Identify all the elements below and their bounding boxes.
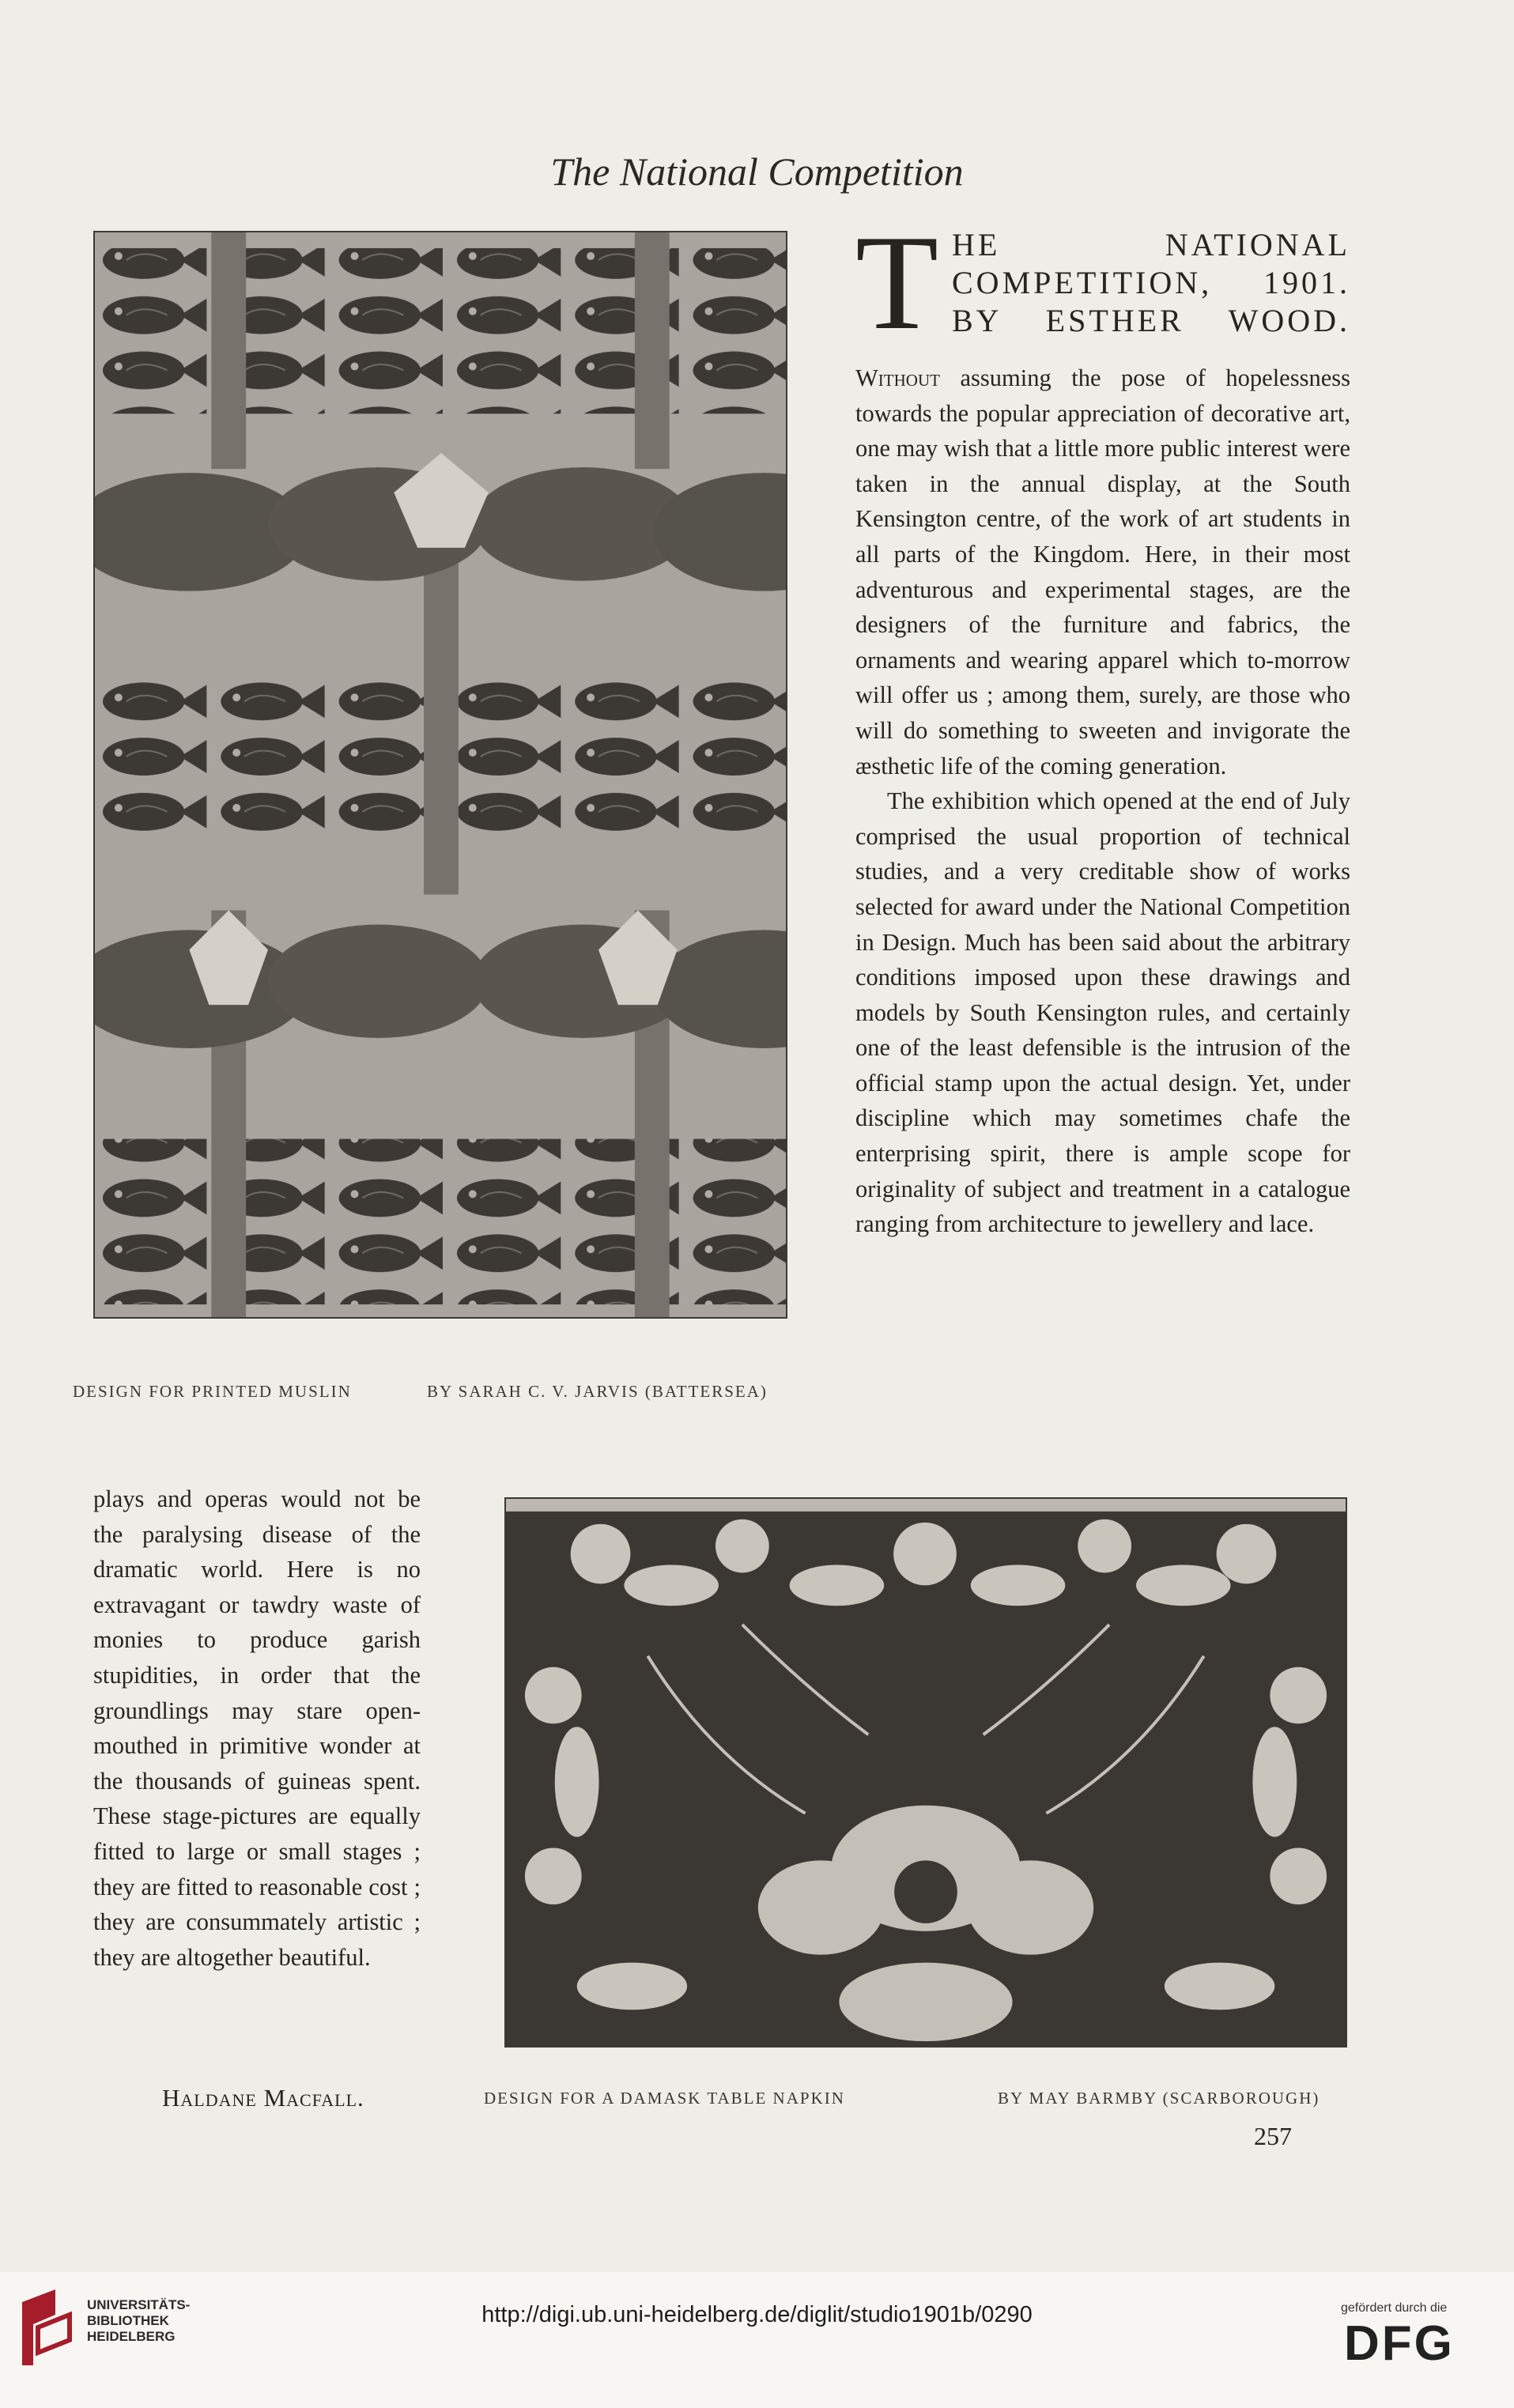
napkin-design-image [504,1497,1347,2048]
drop-cap: T [855,208,939,358]
article-body [855,360,1350,1242]
muslin-caption-left: DESIGN FOR PRINTED MUSLIN [73,1382,352,1401]
funded-by-text: gefördert durch die [1341,2301,1448,2315]
article-title [855,208,1350,358]
muslin-design-image [93,231,787,1319]
footer-bar [0,2272,1514,2408]
article-title-text: HE NATIONAL COMPETITION, 1901. BY ESTHER WOOD. [952,227,1350,338]
page-number: 257 [1254,2122,1292,2150]
opening-word: Without [855,364,940,391]
dfg-logo: DFG [1344,2316,1455,2371]
napkin-caption-left: DESIGN FOR A DAMASK TABLE NAPKIN [484,2089,845,2108]
source-url[interactable]: http://digi.ub.uni-heidelberg.de/diglit/studio1901b/0290 [481,2302,1033,2327]
muslin-caption-right: BY SARAH C. V. JARVIS (BATTERSEA) [427,1382,768,1401]
napkin-caption-right: BY MAY BARMBY (SCARBOROUGH) [998,2089,1320,2108]
article-paragraph-1 [855,360,1350,783]
running-head: The National Competition [550,149,964,194]
article-paragraph-2: The exhibition which opened at the end of July comprised the usual proportion of technical studies, and a very creditable show of works selected for award under the National Competition in Design. Much has been said about the arbitrary conditions imposed upon these drawings and models by South Kensington rules, and certainly one of the least defensible is the intrusion of the official stamp upon the actual design. Yet, under discipline which may sometimes chafe the enterprising spirit, there is ample scope for originality of subject and treatment in a catalogue ranging from architecture to jewellery and lace. [855,787,1350,1238]
library-name: UNIVERSITÄTS- BIBLIOTHEK HEIDELBERG [87,2297,191,2344]
paragraph-1-text: assuming the pose of hopelessness towards the popular appreciation of decorative art, one may wish that a little more public interest were taken in the annual display, at the South Kensington centre, of the work of art students in all parts of the Kingdom. Here, in their most adventurous and experimental stages, are the designers of the furniture and fabrics, the ornaments and wearing apparel which to-morrow will offer us ; among them, surely, are those who will do something to sweeten and invigorate the æsthetic life of the coming generation. [855,364,1350,779]
author-signature: Haldane Macfall. [162,2084,364,2112]
previous-article-text: plays and operas would not be the paralysing disease of the dramatic world. Here is no extravagant or tawdry waste of monies to produce garish stupidities, in order that the groundlings may stare open-mouthed in primitive wonder at the thousands of guineas spent. These stage-pictures are equally fitted to large or small stages ; they are fitted to reasonable cost ; they are consummately artistic ; they are altogether beautiful. [93,1485,421,1971]
library-logo-icon [14,2288,77,2371]
